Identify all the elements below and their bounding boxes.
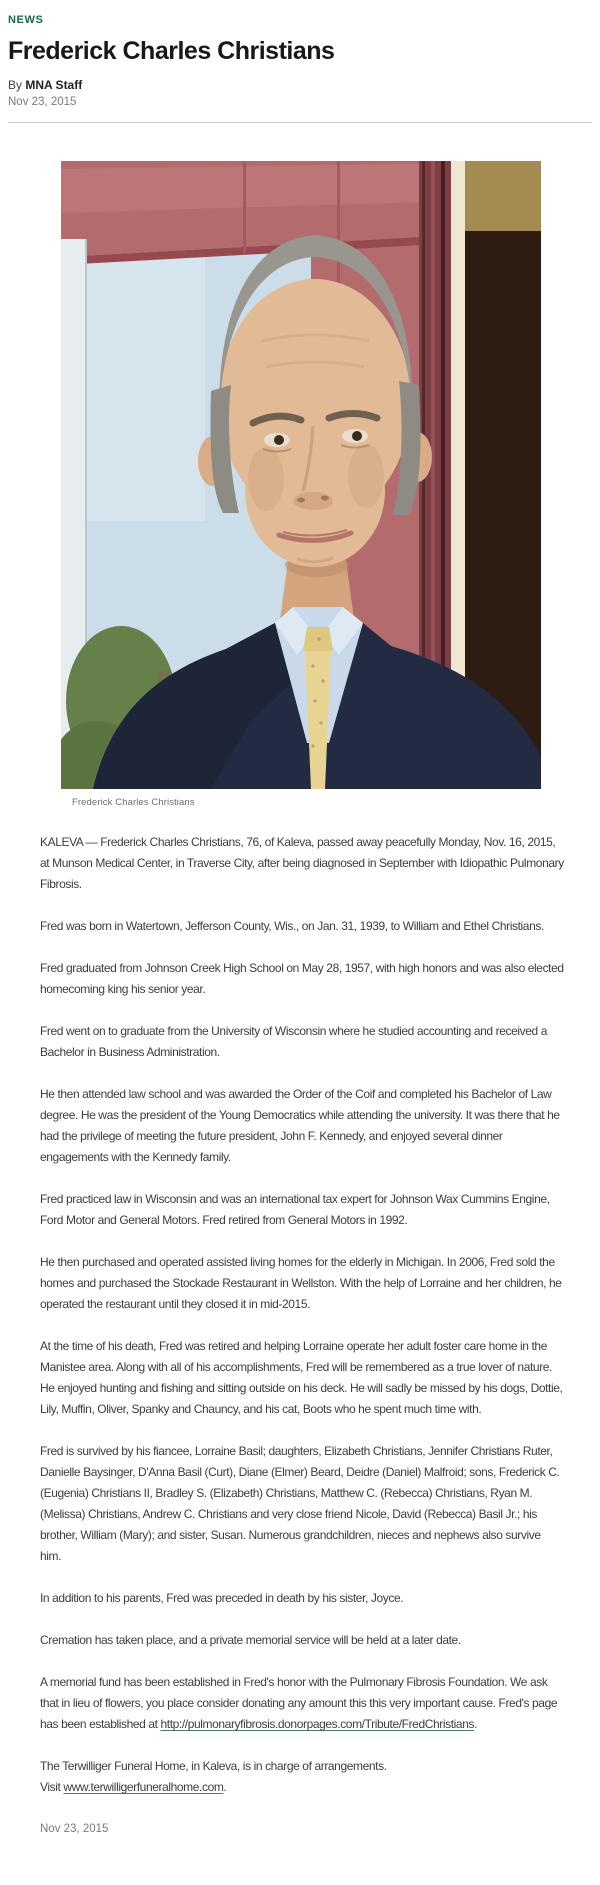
paragraph: KALEVA — Frederick Charles Christians, 76, of Kaleva, passed away peacefully Monday, Nov. 16, 2015, at Munson Medical Center, in Traverse City, after being diagnosed in September with Idiopathic Pulmonary Fibrosis.: [40, 835, 564, 891]
paragraph-funeral-home: [40, 1756, 564, 1798]
funeral-home-link[interactable]: www.terwilligerfuneralhome.com: [63, 1780, 224, 1794]
funeral-home-text: The Terwilliger Funeral Home, in Kaleva, is in charge of arrangements.: [40, 1759, 387, 1773]
visit-text-end: .: [223, 1780, 227, 1794]
category-label[interactable]: NEWS: [8, 14, 44, 26]
published-date: Nov 23, 2015: [8, 96, 77, 108]
visit-text: Visit: [40, 1780, 64, 1794]
footer-date: Nov 23, 2015: [40, 1823, 109, 1835]
memorial-text-end: .: [474, 1717, 478, 1731]
paragraph: Fred graduated from Johnson Creek High School on May 28, 1957, with high honors and was also elected homecoming king his senior year.: [40, 961, 564, 996]
paragraph: He then attended law school and was awarded the Order of the Coif and completed his Bachelor of Law degree. He was the president of the Young Democratics while attending the university. It was there that he had the privilege of meeting the future president, John F. Kennedy, and enjoyed several dinner engagements with the Kennedy family.: [40, 1087, 560, 1164]
photo-caption: Frederick Charles Christians: [72, 797, 195, 808]
paragraph: He then purchased and operated assisted living homes for the elderly in Michigan. In 2006, Fred sold the homes and purchased the Stockade Restaurant in Wellston. With the help of Lorraine and her children, he operated the restaurant until they closed it in mid-2015.: [40, 1255, 562, 1311]
paragraph: Fred was born in Watertown, Jefferson County, Wis., on Jan. 31, 1939, to William and Ethel Christians.: [40, 919, 544, 933]
tribute-page-link[interactable]: http://pulmonaryfibrosis.donorpages.com/Tribute/FredChristians: [160, 1717, 475, 1731]
header-divider: [8, 122, 592, 123]
paragraph: Fred practiced law in Wisconsin and was an international tax expert for Johnson Wax Cummins Engine, Ford Motor and General Motors. Fred retired from General Motors in 1992.: [40, 1192, 550, 1227]
paragraph: In addition to his parents, Fred was preceded in death by his sister, Joyce.: [40, 1591, 404, 1605]
memorial-text: A memorial fund has been established in Fred's honor with the Pulmonary Fibrosis Foundation. We ask that in lieu of flowers, you place consider donating any amount this this very important cause. Fred's page has been established at: [40, 1675, 558, 1731]
paragraph-memorial-fund: [40, 1672, 564, 1735]
portrait-photo: [61, 161, 541, 789]
paragraph: At the time of his death, Fred was retired and helping Lorraine operate her adult foster care home in the Manistee area. Along with all of his accomplishments, Fred will be remembered as a true lover of nature. He enjoyed hunting and fishing and sitting outside on his deck. He will sadly be missed by his dogs, Dottie, Lily, Muffin, Oliver, Spanky and Chauncy, and his cat, Boots who he spent much time with.: [40, 1339, 563, 1416]
byline-prefix: By: [8, 78, 26, 92]
article-figure: [61, 161, 541, 808]
byline-author: MNA Staff: [25, 78, 83, 92]
byline: [8, 78, 592, 92]
paragraph: Fred went on to graduate from the University of Wisconsin where he studied accounting and received a Bachelor in Business Administration.: [40, 1024, 547, 1059]
paragraph: Fred is survived by his fiancee, Lorraine Basil; daughters, Elizabeth Christians, Jennifer Christians Ruter, Danielle Baysinger, D'Anna Basil (Curt), Diane (Elmer) Beard, Deidre (Daniel) Malfroid; sons, Frederick C. (Eugenia) Christians II, Bradley S. (Elizabeth) Christians, Matthew C. (Rebecca) Christians, Ryan M. (Melissa) Christians, Andrew C. Christians and very close friend Nicole, David (Rebecca) Basil Jr.; his brother, William (Mary); and sister, Susan. Numerous grandchildren, nieces and nephews also survive him.: [40, 1444, 560, 1563]
paragraph: Cremation has taken place, and a private memorial service will be held at a later date.: [40, 1633, 461, 1647]
page-title: Frederick Charles Christians: [8, 37, 335, 65]
article-body: [0, 832, 600, 1840]
